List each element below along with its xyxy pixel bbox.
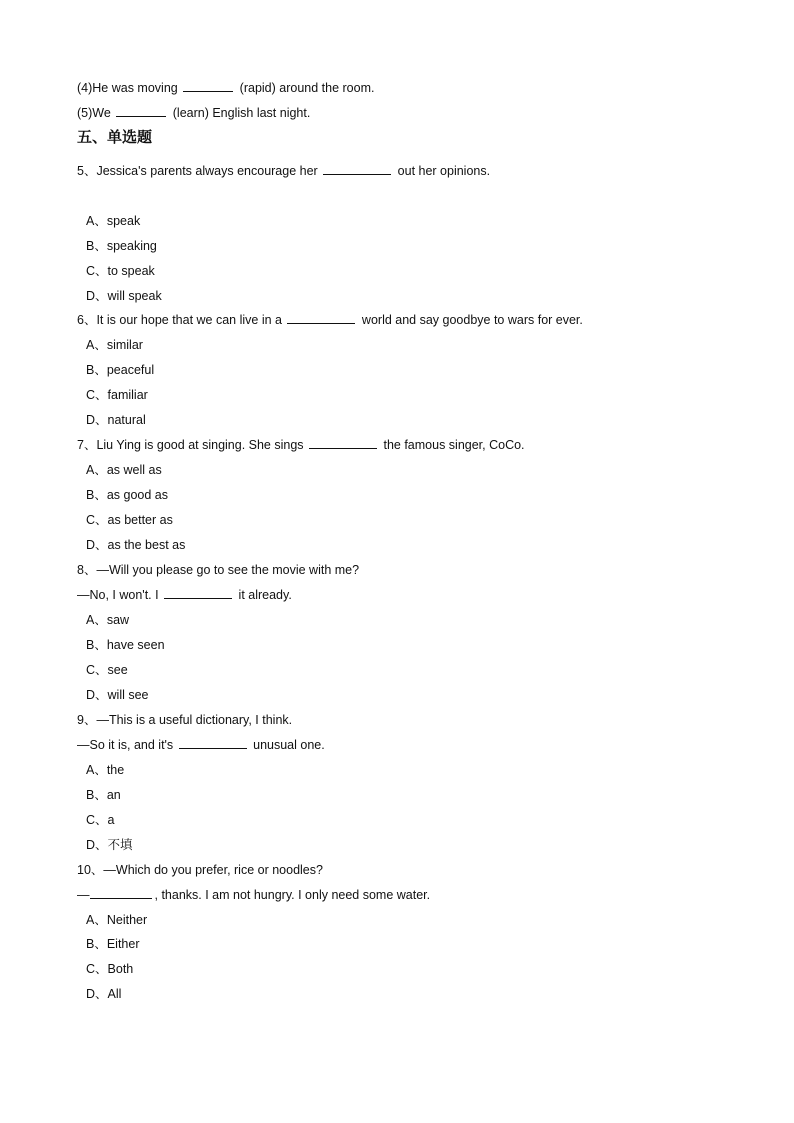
fill-in-item-5 bbox=[77, 105, 310, 121]
option-a: A、as well as bbox=[86, 463, 162, 477]
stem-text: it already. bbox=[235, 588, 292, 602]
answer-blank bbox=[164, 587, 232, 599]
option-c: C、to speak bbox=[86, 264, 155, 278]
option-d: D、不填 bbox=[86, 838, 133, 852]
option-d: D、as the best as bbox=[86, 538, 186, 552]
option-a: A、similar bbox=[86, 338, 143, 352]
question-stem-line1: 8、—Will you please go to see the movie with me? bbox=[77, 563, 360, 577]
option-b: B、an bbox=[86, 788, 121, 802]
option-d: D、will see bbox=[86, 688, 149, 702]
answer-blank bbox=[323, 163, 391, 175]
fill-in-text: (4)He was moving bbox=[77, 81, 182, 95]
option-a: A、speak bbox=[86, 214, 141, 228]
option-a: A、saw bbox=[86, 613, 130, 627]
stem-text: — bbox=[77, 888, 90, 902]
option-c: C、Both bbox=[86, 962, 134, 976]
option-c: C、as better as bbox=[86, 513, 173, 527]
stem-text: , thanks. I am not hungry. I only need some water. bbox=[154, 888, 431, 902]
question-stem bbox=[77, 737, 325, 753]
question-stem bbox=[77, 437, 525, 453]
option-c: C、familiar bbox=[86, 388, 148, 402]
answer-blank bbox=[183, 80, 233, 92]
fill-in-text: (rapid) around the room. bbox=[236, 81, 375, 95]
option-d: D、natural bbox=[86, 413, 146, 427]
option-a: A、Neither bbox=[86, 913, 148, 927]
option-c: C、a bbox=[86, 813, 115, 827]
fill-in-item-4 bbox=[77, 80, 374, 96]
question-stem-line1: 9、—This is a useful dictionary, I think. bbox=[77, 713, 293, 727]
option-d: D、All bbox=[86, 987, 122, 1001]
option-d: D、will speak bbox=[86, 289, 162, 303]
fill-in-text: (5)We bbox=[77, 106, 115, 120]
question-stem bbox=[77, 163, 490, 179]
option-c: C、see bbox=[86, 663, 128, 677]
stem-text: world and say goodbye to wars for ever. bbox=[358, 313, 583, 327]
stem-text: the famous singer, CoCo. bbox=[380, 438, 525, 452]
option-a: A、the bbox=[86, 763, 125, 777]
stem-text: 5、Jessica's parents always encourage her bbox=[77, 164, 322, 178]
answer-blank bbox=[309, 437, 377, 449]
stem-text: —So it is, and it's bbox=[77, 738, 177, 752]
question-stem bbox=[77, 312, 583, 328]
question-stem bbox=[77, 887, 430, 903]
question-stem-line1: 10、—Which do you prefer, rice or noodles? bbox=[77, 863, 323, 877]
option-b: B、speaking bbox=[86, 239, 157, 253]
stem-text: 7、Liu Ying is good at singing. She sings bbox=[77, 438, 308, 452]
fill-in-text: (learn) English last night. bbox=[169, 106, 311, 120]
answer-blank bbox=[179, 737, 247, 749]
answer-blank bbox=[116, 105, 166, 117]
answer-blank bbox=[287, 312, 355, 324]
section-title: 五、单选题 bbox=[77, 128, 153, 146]
answer-blank bbox=[90, 887, 152, 899]
option-b: B、have seen bbox=[86, 638, 165, 652]
question-stem bbox=[77, 587, 292, 603]
stem-text: 6、It is our hope that we can live in a bbox=[77, 313, 286, 327]
option-b: B、peaceful bbox=[86, 363, 155, 377]
stem-text: —No, I won't. I bbox=[77, 588, 163, 602]
option-b: B、Either bbox=[86, 937, 140, 951]
option-b: B、as good as bbox=[86, 488, 168, 502]
stem-text: unusual one. bbox=[249, 738, 325, 752]
stem-text: out her opinions. bbox=[394, 164, 491, 178]
